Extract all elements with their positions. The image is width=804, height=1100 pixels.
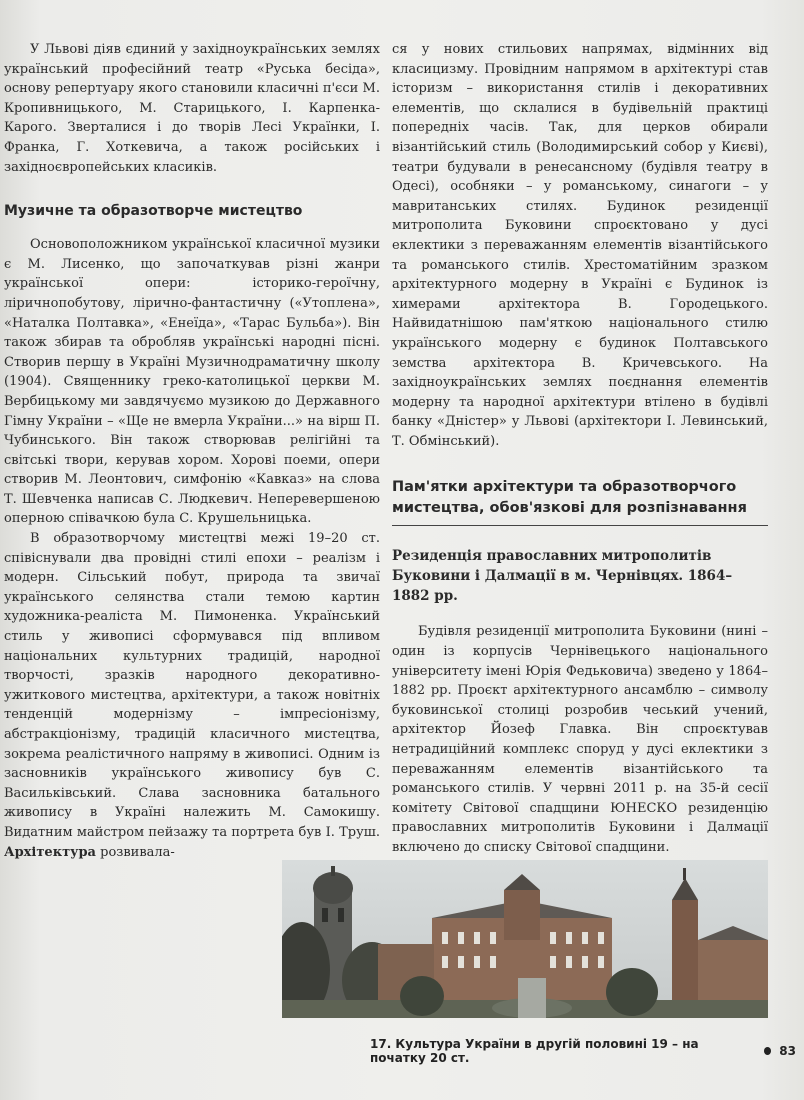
- page-footer: [370, 1037, 796, 1065]
- music-paragraph: Основоположником української класичної музики є М. Лисенко, що започаткував різні жанри української опери: історико-героїчну, ліричнопобутову, лірично-фантастичну («Утоплена», «Наталка Полтавка», «Енеїда», «Тарас Бульба»). Він також збирав та обробляв українські народні пісні. Створив першу в Україні Музичнодраматичну школу (1904). Священнику греко-католицької церкви М. Вербицькому ми завдячуємо музикою до Державного Гімну України – «Ще не вмерла України...» на вірш П. Чубинського. Він також створював релігійні та світські твори, керував хором. Хорові поеми, опери створив М. Леонтович, симфонію «Кавказ» на слова Т. Шевченка написав С. Людкевич. Неперевершеною оперною співачкою була С. Крушельницька.: [4, 237, 380, 527]
- residence-paragraph: Будівля резиденції митрополита Буковини (нині – один із корпусів Чернівецького національного університету імені Юрія Федьковича) зведено у 1864–1882 рр. Проєкт архітектурного ансамблю – символу буковинської столиці розробив чеський учений, архітектор Йозеф Главка. Він спроєктував нетрадиційний комплекс споруд у дусі еклектики з переважанням елементів візантійського та романського стилів. У червні 2011 р. на 35-й сесії комітету Світової спадщини ЮНЕСКО резиденцію православних митрополитів Буковини і Далмації включено до списку Світової спадщини.: [392, 624, 768, 855]
- bullet-icon: [764, 1047, 771, 1055]
- music-art-heading: Музичне та образотворче мистецтво: [4, 203, 303, 220]
- architecture-keyword: Архітектура: [4, 844, 96, 860]
- monuments-heading: Пам'ятки архітектури та образотворчого мистецтва, обов'язкові для розпізнавання: [392, 479, 747, 517]
- fine-art-tail: розвивала-: [95, 844, 175, 860]
- right-column: [392, 40, 768, 858]
- heading-divider: [392, 525, 768, 526]
- architecture-paragraph: ся у нових стильових напрямах, відмінних від класицизму. Провідним напрямом в архітектурі став історизм – використання стилів і декоративних елементів, що склалися в будівельній практиці попередніх часів. Так, для церков обирали візантійський стиль (Володимирський собор у Києві), театри будували в ренесансному (будівля театру в Одесі), особняки – у романському, синагоги – у мавританських стилях. Будинок резиденції митрополита Буковини спроєктовано у дусі еклектики з переважанням елементів візантійського та романського стилів. Хрестоматійним зразком архітектурного модерну в Україні є Будинок із химерами архітектора В. Городецького. Найвидатнішою пам'яткою національного стилю українського модерну є будинок Полтавського земства архітектора В. Кричевського. На західноукраїнських землях поєднання елементів модерну та народної архітектури втілено в будівлі банку «Дністер» у Львові (архітектори І. Левинський, Т. Обмінський).: [392, 42, 768, 449]
- fine-art-text: В образотворчому мистецтві межі 19–20 ст. співіснували два провідні стилі епохи – реалізм і модерн. Сільський побут, природа та звичаї українського селянства стали темою картин художника-реаліста М. Пимоненка. Український стиль у живописі сформувався під впливом національних культурних традицій, народної творчості, зразків народного декоративно-ужиткового мистецтва, архітектури, а також новітніх тенденцій модернізму – імпресіонізму, абстракціонізму, традицій класичного мистецтва, зокрема реалістичного напряму в живописі. Одним із засновників українського живопису був С. Васильківський. Слава засновника батального живопису в Україні належить М. Самокишу. Видатним майстром пейзажу та портрета був І. Труш.: [4, 531, 380, 840]
- chapter-title: 17. Культура України в другій половині 19 – на початку 20 ст.: [370, 1037, 699, 1065]
- left-column: [4, 40, 380, 862]
- fine-art-paragraph: [4, 529, 380, 862]
- theatre-paragraph: У Львові діяв єдиний у західноукраїнських землях український професійний театр «Руська бесіда», основу репертуару якого становили класичні п'єси М. Кропивницького, М. Старицького, І. Карпенка-Карого. Зверталися і до творів Лесі Українки, І. Франка, Г. Хоткевича, а також російських і західноєвропейських класиків.: [4, 42, 380, 175]
- page-number: 83: [779, 1044, 796, 1058]
- residence-photo: [282, 860, 768, 1018]
- residence-title: Резиденція православних митрополитів Буковини і Далмації в м. Чернівцях. 1864–1882 рр.: [392, 548, 733, 605]
- residence-photo-illustration: [282, 860, 768, 1018]
